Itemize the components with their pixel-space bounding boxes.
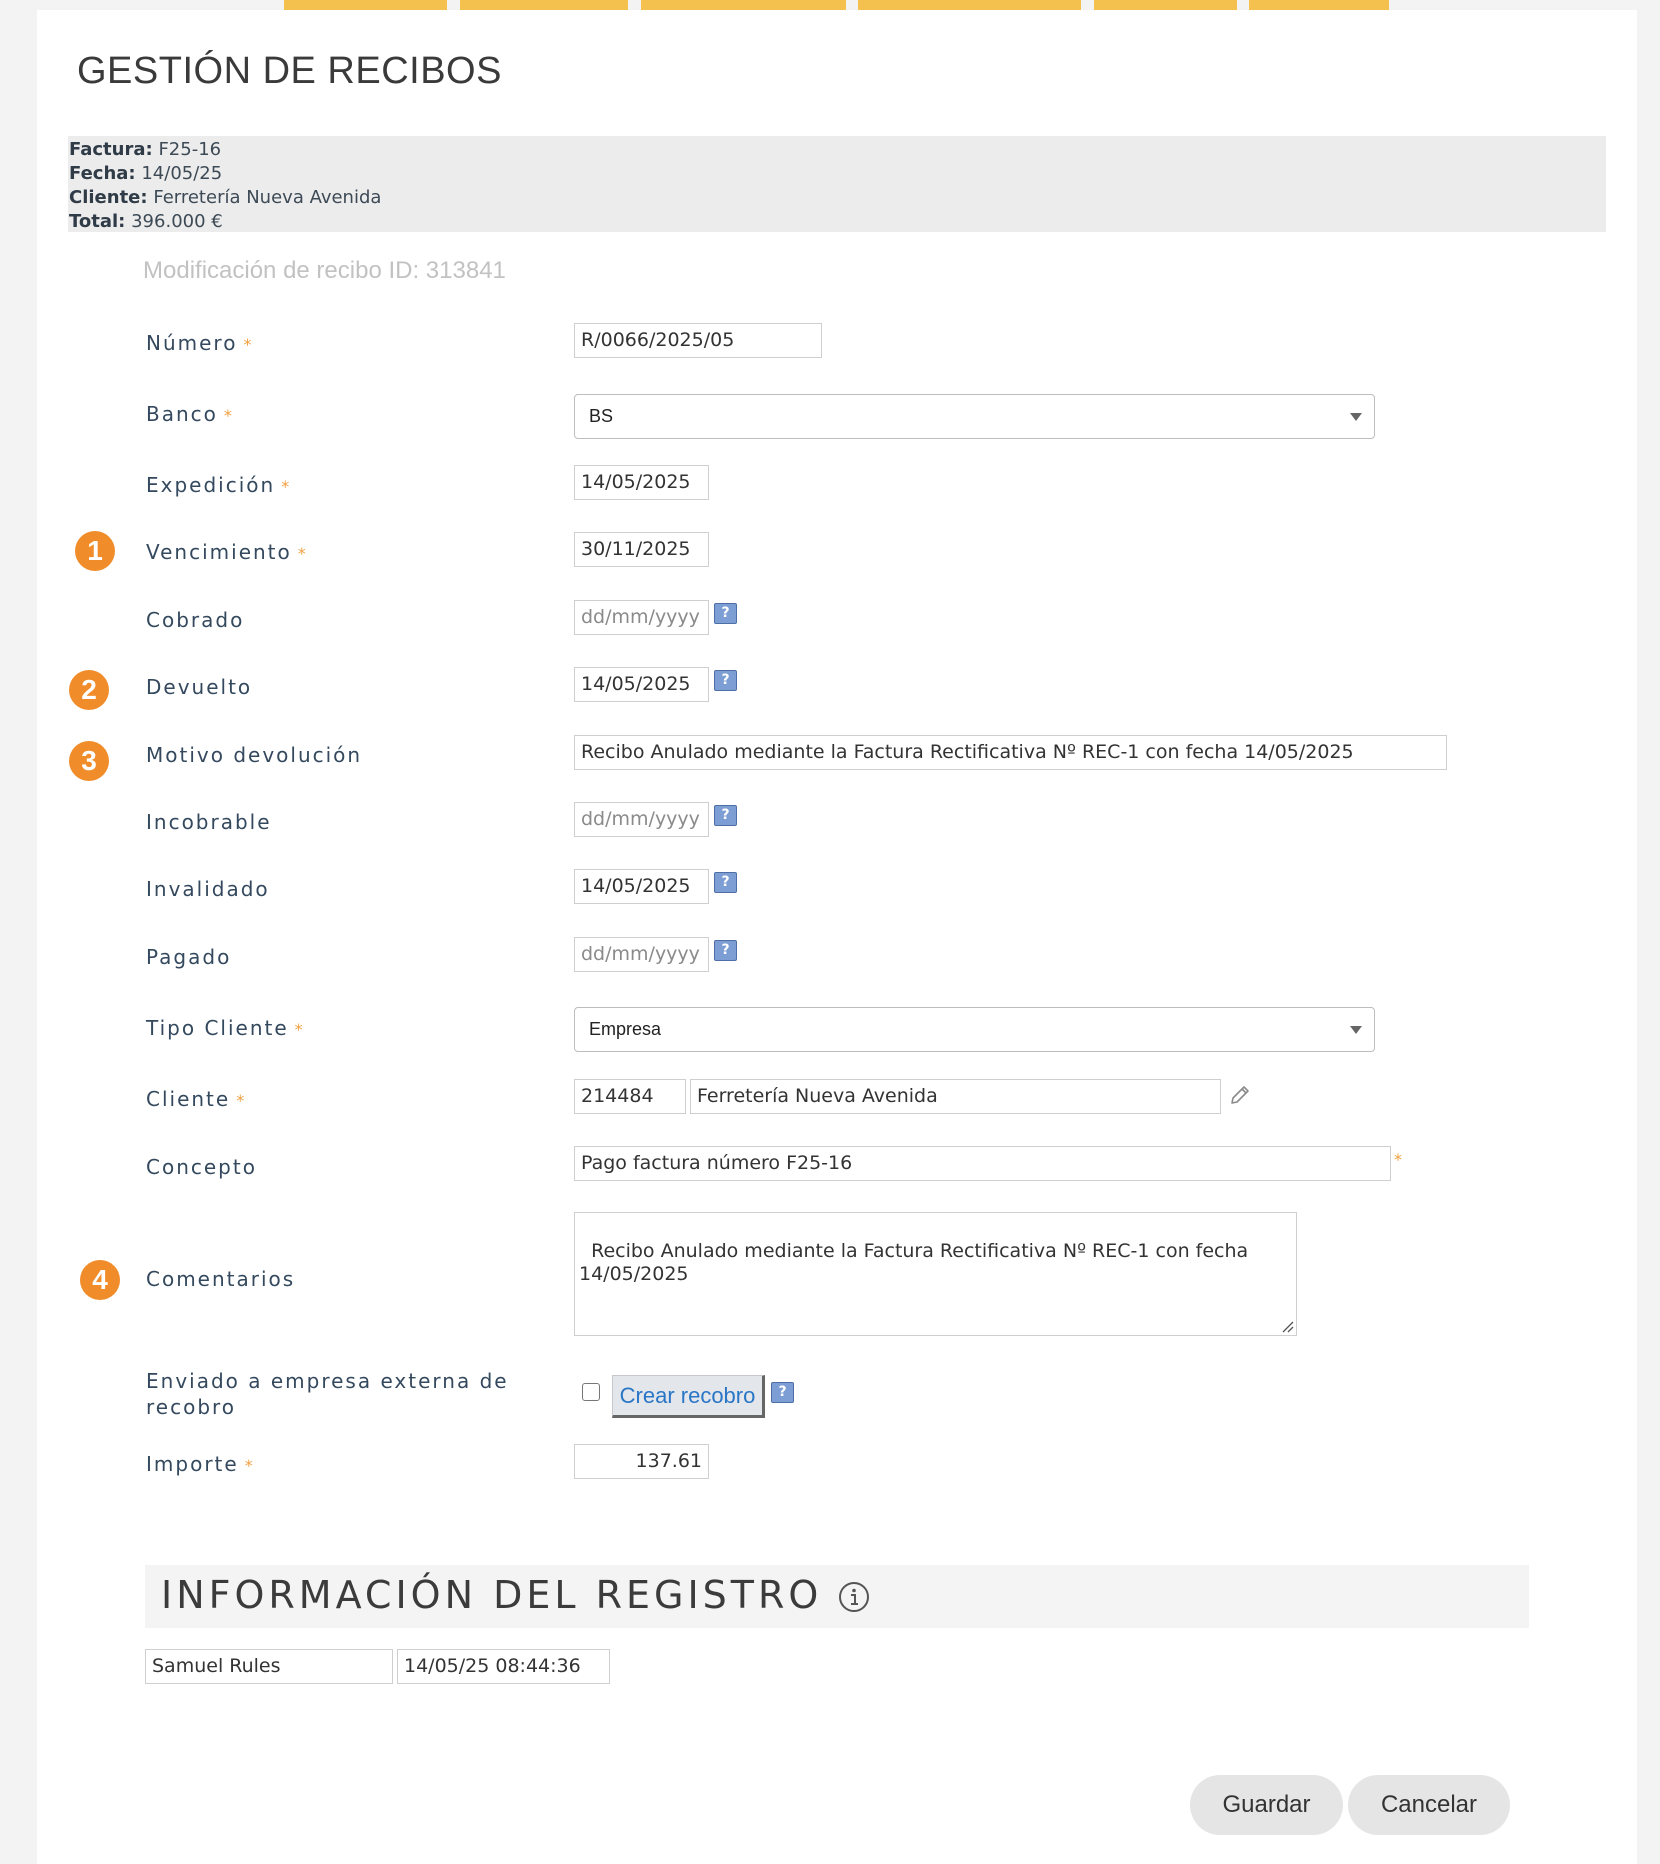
banco-select-value: BS [589,406,614,426]
chevron-down-icon [1350,1026,1362,1034]
expedicion-input[interactable]: 14/05/2025 [574,465,709,500]
tipo-cliente-select-value: Empresa [589,1019,662,1039]
cobrado-label: Cobrado [146,608,245,632]
comentarios-label: Comentarios [146,1267,296,1291]
incobrable-help-icon[interactable]: ? [714,805,737,826]
invalidado-label: Invalidado [146,877,270,901]
cliente-label: Cliente * [146,1087,247,1111]
invalidado-input[interactable]: 14/05/2025 [574,869,709,904]
top-tab-5[interactable] [1094,0,1237,10]
top-tab-1[interactable] [284,0,447,10]
cliente-code-input[interactable]: 214484 [574,1079,686,1114]
numero-input[interactable]: R/0066/2025/05 [574,323,822,358]
pagado-input[interactable]: dd/mm/yyyy [574,937,709,972]
registro-section-header [145,1565,1529,1628]
enviado-label: Enviado a empresa externa de recobro [146,1369,509,1419]
registro-title: INFORMACIÓN DEL REGISTRO [161,1573,823,1617]
tipo-cliente-select[interactable] [574,1007,1375,1052]
save-button[interactable]: Guardar [1190,1775,1343,1835]
pagado-help-icon[interactable]: ? [714,940,737,961]
devuelto-input[interactable]: 14/05/2025 [574,667,709,702]
registro-user: Samuel Rules [145,1649,393,1684]
chevron-down-icon [1350,413,1362,421]
step-badge-3: 3 [69,741,109,781]
vencimiento-label: Vencimiento * [146,540,308,564]
registro-timestamp: 14/05/25 08:44:36 [397,1649,610,1684]
top-tab-4[interactable] [858,0,1081,10]
top-tab-3[interactable] [641,0,846,10]
concepto-input[interactable]: Pago factura número F25-16 [574,1146,1391,1181]
step-badge-2: 2 [69,670,109,710]
summary-cliente: Cliente: Ferretería Nueva Avenida [69,187,382,208]
cobrado-input[interactable]: dd/mm/yyyy [574,600,709,635]
top-tab-2[interactable] [460,0,628,10]
cobrado-help-icon[interactable]: ? [714,603,737,624]
summary-factura: Factura: F25-16 [69,139,222,160]
comentarios-textarea[interactable] [574,1212,1297,1336]
page-title: GESTIÓN DE RECIBOS [77,50,502,92]
motivo-label: Motivo devolución [146,743,363,767]
top-tab-6[interactable] [1249,0,1389,10]
crear-recobro-button[interactable]: Crear recobro [612,1375,765,1418]
invalidado-help-icon[interactable]: ? [714,872,737,893]
step-badge-4: 4 [80,1260,120,1300]
pagado-label: Pagado [146,945,232,969]
incobrable-label: Incobrable [146,810,272,834]
motivo-input[interactable]: Recibo Anulado mediante la Factura Rectificativa Nº REC-1 con fecha 14/05/2025 [574,735,1447,770]
devuelto-help-icon[interactable]: ? [714,670,737,691]
tipo-cliente-label: Tipo Cliente * [146,1016,305,1040]
concepto-required-mark: * [1394,1150,1402,1169]
importe-input[interactable]: 137.61 [574,1444,709,1479]
banco-select[interactable] [574,394,1375,439]
step-badge-1: 1 [75,531,115,571]
concepto-label: Concepto [146,1155,257,1179]
recobro-help-icon[interactable]: ? [771,1382,794,1403]
incobrable-input[interactable]: dd/mm/yyyy [574,802,709,837]
comentarios-text: Recibo Anulado mediante la Factura Rectificativa Nº REC-1 con fecha 14/05/2025 [579,1240,1249,1285]
importe-label: Importe * [146,1452,255,1476]
numero-label: Número * [146,331,254,355]
invoice-summary [68,136,1606,232]
form-subtitle: Modificación de recibo ID: 313841 [143,257,506,284]
vencimiento-input[interactable]: 30/11/2025 [574,532,709,567]
devuelto-label: Devuelto [146,675,253,699]
expedicion-label: Expedición * [146,473,292,497]
summary-total: Total: 396.000 € [69,211,223,232]
info-icon[interactable] [838,1581,870,1613]
pencil-edit-icon[interactable] [1228,1083,1252,1107]
cancel-button[interactable]: Cancelar [1348,1775,1510,1835]
summary-fecha: Fecha: 14/05/25 [69,163,223,184]
enviado-checkbox[interactable] [582,1383,600,1401]
resize-handle-icon[interactable] [1280,1319,1294,1333]
banco-label: Banco * [146,402,234,426]
cliente-name-input[interactable]: Ferretería Nueva Avenida [690,1079,1221,1114]
